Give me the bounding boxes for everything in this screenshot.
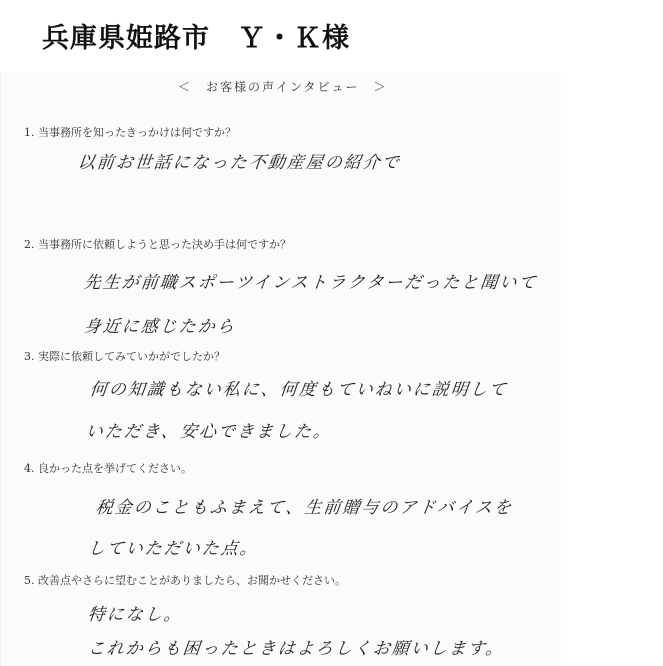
interview-heading: ＜ お客様の声インタビュー ＞ [178,80,388,94]
question-1: 1. 当事務所を知ったきっかけは何ですか？ [24,126,236,139]
page-title: 兵庫県姫路市 Ｙ・Ｋ様 [42,23,350,54]
answer-3-line-2: いただき、安心できました。 [84,422,334,442]
answer-3-line-1: 何の知識もない私に、何度もていねいに説明して [88,380,509,400]
answer-2-line-2: 身近に感じたから [82,317,237,337]
question-2: 2. 当事務所に依頼しようと思った決め手は何ですか？ [24,238,291,251]
answer-1-line-1: 以前お世話になった不動産屋の紹介で [76,153,402,173]
answer-4-line-1: 税金のこともふまえて、生前贈与のアドバイスを [94,498,514,518]
question-3: 3. 実際に依頼してみていかがでしたか？ [24,350,225,363]
question-5: 5. 改善点やさらに望むことがありましたら、お聞かせください。 [24,574,346,587]
answer-2-line-1: 先生が前職スポーツインストラクターだったと聞いて [82,273,539,293]
answer-5-line-1: 特になし。 [86,605,184,625]
question-4: 4. 良かった点を挙げてください。 [24,462,192,475]
answer-5-line-2: これからも困ったときはよろしくお願いします。 [86,639,506,659]
answer-4-line-2: していただいた点。 [86,539,260,559]
